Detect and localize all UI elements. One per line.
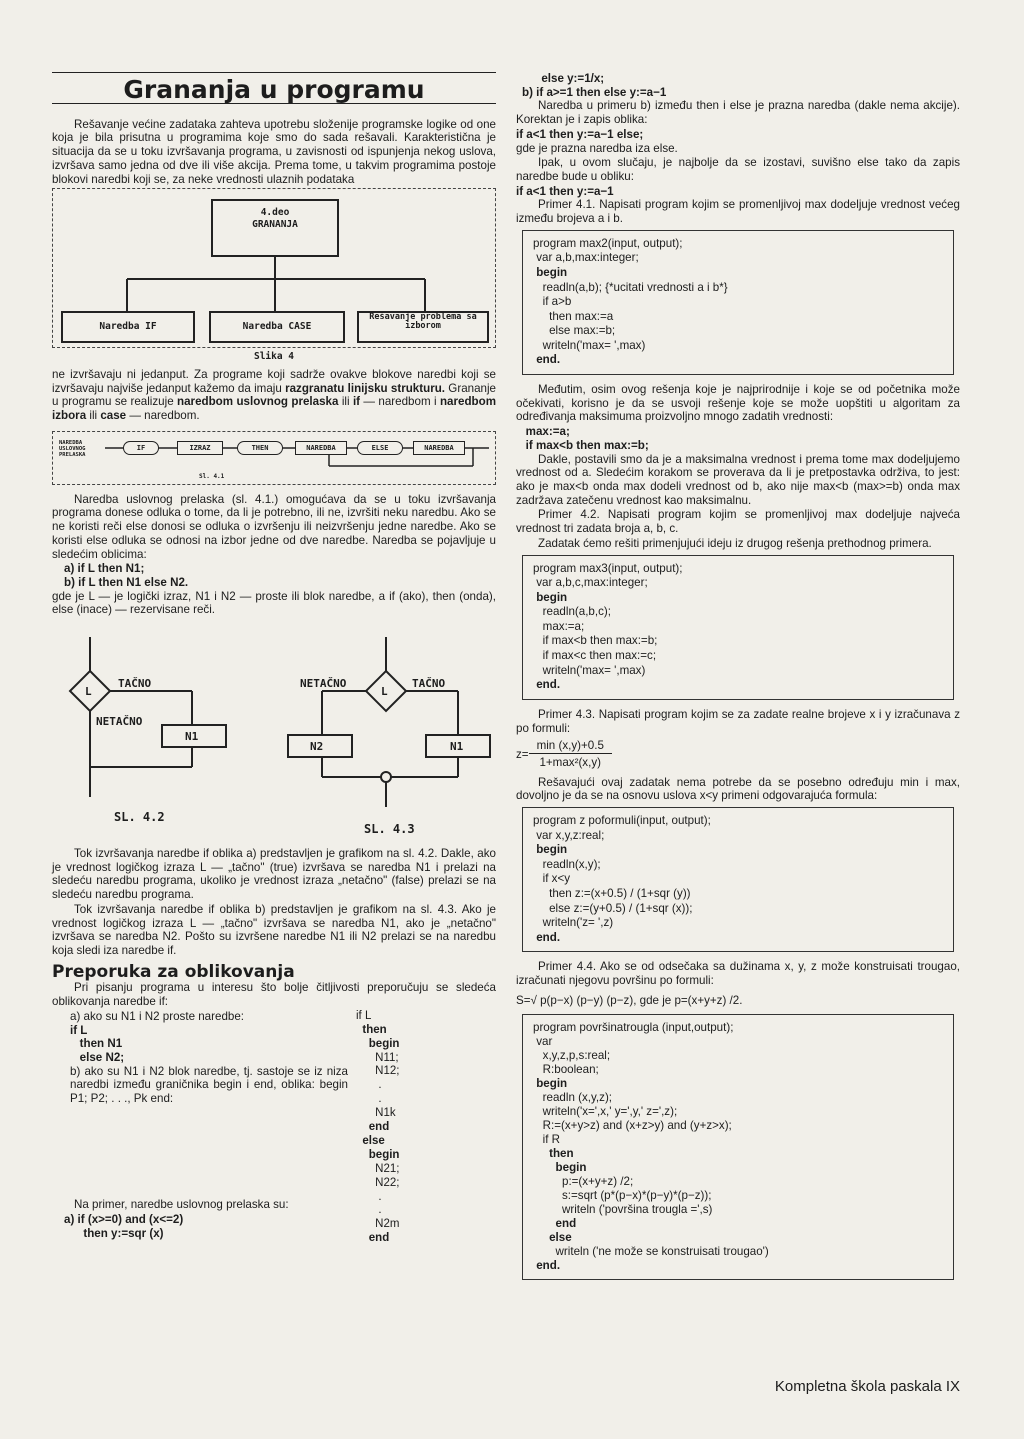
code-line: program max2(input, output);	[533, 236, 683, 250]
paragraph-6: Pri pisanju programa u interesu što bolje čitljivosti preporučuju se sledeća oblikovanja naredbe if:	[52, 981, 496, 1009]
code-line: R:boolean;	[533, 1062, 599, 1076]
p1-j: case	[100, 409, 127, 423]
p1-k: — naredbom.	[126, 409, 200, 423]
fc42-n1: N1	[185, 730, 199, 744]
fc42-tacno: TAČNO	[118, 677, 152, 691]
fig41-label: NAREDBA USLOVNOG PRELASKA	[59, 439, 86, 458]
fig41-izraz: IZRAZ	[177, 441, 223, 455]
code-line: readln(a,b); {*ucitati vrednosti a i b*}	[533, 280, 728, 294]
fig4-box-if	[61, 311, 195, 343]
code-box-zpoformuli	[522, 807, 954, 952]
primer-4-2: Primer 4.2. Napisati program kojim se promenljivoj max dodeljuje najveća vrednost tri zadata broja a, b, c.	[516, 508, 960, 536]
r1-1: b) if a>=1 then else y:=a−1	[522, 85, 667, 99]
pref-code-line: N22;	[356, 1176, 400, 1189]
code-line: var a,b,c,max:integer;	[533, 576, 648, 590]
code-line: readln(a,b,c);	[533, 605, 611, 619]
p1-a: ne izvršavaju ni jedanput. Za programe koji sadrže ovakve blokove naredbi koji se izvršavaju najviše jedanput kažemo da imaju	[52, 367, 496, 395]
r3-0: if a<1 then y:=a−1 else;	[516, 127, 644, 141]
paragraph-5: Tok izvršavanja naredbe if oblika b) predstavljen je grafikom na sl. 4.3. Ako je vrednost logičkog izraza L — „tačno" izvršava se naredba N1, ako je „netačno" izvršava se naredba N2. Pošto su izvršene naredbe N1 ili N2 prelazi se na naredbu koja sledi iza naredbe if.	[52, 902, 496, 957]
fc43-n2: N2	[310, 740, 324, 754]
figure-4-1	[52, 431, 496, 485]
pref-code-line: else	[356, 1134, 385, 1147]
fig4-box-izbor-label: Rešavanje problema sa izborom	[369, 312, 477, 332]
code-line: then max:=a	[533, 309, 614, 323]
p1-h: naredbom izbora	[52, 395, 496, 423]
code-line: writeln('z= ',z)	[533, 916, 614, 930]
fc43-netacno: NETAČNO	[300, 677, 347, 691]
code-line: writeln('max= ',max)	[533, 663, 646, 677]
fig41-if: IF	[123, 441, 159, 455]
fig4-top-label: 4.deo	[260, 207, 290, 219]
paragraph-2: Naredba uslovnog prelaska (sl. 4.1.) omogućava da se u toku izvršavanja programa donese odluka o tome, da li je potrebno, ili ne, izvršiti neku naredbu. Ako se ne koristi reči else donosi se odluka o izvršenju ili neizvršenju jedne naredbe. Ako se koristi else odluka se odnosi na izbor jedne od dve naredbe. Naredba se pojavljuje u sledećim oblicima:	[52, 492, 496, 561]
pref-a-2: then N1	[70, 1037, 123, 1051]
code-line: if max<b then max:=b;	[533, 634, 658, 648]
p1-c: Grananje u programu se realizuje	[52, 381, 497, 409]
code-line: writeln ('površina trougla =',s)	[533, 1202, 713, 1216]
fig41-caption: Sl. 4.1	[199, 472, 225, 480]
pref-a-1: if L	[70, 1023, 88, 1037]
formula-num: min (x,y)+0.5	[529, 739, 612, 754]
code-line: begin	[533, 843, 568, 857]
pref-code-line: N1k	[356, 1107, 396, 1120]
fig4-box-case	[209, 311, 345, 343]
code-line: writeln('max= ',max)	[533, 338, 646, 352]
primer-4-4: Primer 4.4. Ako se od odsečaka sa dužinama x, y, z može konstruisati trougao, izračunati njegovu površinu po formuli:	[516, 960, 960, 988]
figure-4	[52, 188, 496, 348]
code-line: readln(x,y);	[533, 857, 601, 871]
fc42-l: L	[85, 685, 92, 699]
section-heading: Preporuka za oblikovanja	[52, 961, 295, 982]
fc43-caption: SL. 4.3	[364, 822, 415, 837]
r1-0: else y:=1/x;	[522, 72, 605, 85]
primer-4-1: Primer 4.1. Napisati program kojim se promenljivoj max dodeljuje vrednost većeg između brojeva a i b.	[516, 198, 960, 226]
code-line: begin	[533, 1076, 568, 1090]
r8-1: if max<b then max:=b;	[516, 438, 649, 452]
code-line: begin	[533, 265, 568, 279]
page-footer: Kompletna škola paskala IX	[774, 1378, 960, 1395]
code-line: if R	[533, 1132, 561, 1146]
p1-e: ili	[338, 395, 353, 409]
left-column	[52, 72, 497, 1245]
paragraph-3: gde je L — je logički izraz, N1 i N2 — proste ili blok naredbe, a if (ako), then (onda), else (inace) — rezervisane reči.	[52, 589, 496, 617]
code-line: writeln ('ne može se konstruisati trougao')	[533, 1244, 769, 1258]
primer-4-3: Primer 4.3. Napisati program kojim se za zadate realne brojeve x i y izračunava z po formuli:	[516, 707, 960, 735]
r8-0: max:=a;	[516, 425, 570, 439]
paragraph-4: Tok izvršavanja naredbe if oblika a) predstavljen je grafikom na sl. 4.2. Dakle, ako je vrednost logičkog izraza L — „tačno" (true) izvršava se naredba N1 i prelazi na sledeću naredbu programa, ukoliko je vrednost izraza „netačno" (false) prelazi se na sledeću naredbu programa.	[52, 847, 496, 902]
fig4-box-izbor	[357, 311, 489, 343]
code-box-max2	[522, 230, 954, 375]
r-paragraph-11: Rešavajući ovaj zadatak nema potrebe da se posebno određuju min i max, dovoljno je da se na osnovu uslova x<y primeni odgovarajuća formula:	[516, 775, 960, 803]
pref-code-line: begin	[356, 1148, 400, 1161]
code-line: end	[533, 1216, 577, 1230]
code-box-max3	[522, 555, 954, 700]
code-line: program površinatrougla (input,output);	[533, 1020, 734, 1034]
fig41-naredba1: NAREDBA	[295, 441, 347, 455]
code-line: end.	[533, 1258, 561, 1272]
code-line: end.	[533, 353, 561, 367]
fig41-naredba2: NAREDBA	[413, 441, 465, 455]
pref-code-line: .	[356, 1204, 382, 1217]
fc43-l: L	[381, 685, 388, 699]
fc43-tacno: TAČNO	[412, 677, 446, 691]
p1-g: — naredbom i	[360, 395, 440, 409]
intro-paragraph: Rešavanje većine zadataka zahteva upotrebu složenije programske logike od one koja je bila prisutna u programima koje smo do sada rešavali. Karakteristična je situacija da se u toku izvršavanja programa, u zavisnosti od ispunjenja nekog uslova, izvršava samo jedna od dve ili više akcija. Prema tome, u takvim programima postoje blokovi naredbi koji se, za neke vrednosti ulaznih podataka	[52, 117, 496, 186]
pref-code-line: N21;	[356, 1162, 400, 1175]
code-line: s:=sqrt (p*(p−x)*(p−y)*(p−z));	[533, 1188, 712, 1202]
fig4-box-case-label: Naredba CASE	[242, 321, 312, 333]
form-a: a) if L then N1;	[64, 562, 145, 576]
example-a-0: a) if (x>=0) and (x<=2)	[64, 1212, 184, 1226]
p1-b: razgranatu linijsku strukturu.	[285, 381, 446, 395]
code-line: var x,y,z:real;	[533, 828, 605, 842]
code-line: begin	[533, 1160, 587, 1174]
fig41-syntax-line	[53, 432, 497, 484]
formula-s: S=√ p(p−x) (p−y) (p−z), gde je p=(x+y+z) /2.	[516, 993, 743, 1007]
pref-code-line: end	[356, 1121, 390, 1134]
fig41-else: ELSE	[357, 441, 403, 455]
example-a-1: then y:=sqr (x)	[64, 1226, 164, 1240]
fig41-then: THEN	[237, 441, 283, 455]
pref-code-line: begin	[356, 1037, 400, 1050]
article-title: Grananja u programu	[52, 72, 496, 104]
code-line: then z:=(x+0.5) / (1+sqr (y))	[533, 887, 691, 901]
r-paragraph-5: Ipak, u ovom slučaju, je najbolje da se izostavi, suvišno else tako da zapis naredbe bude u obliku:	[516, 156, 960, 183]
paragraph-1	[52, 368, 496, 423]
fc42-netacno: NETAČNO	[96, 715, 143, 729]
form-b: b) if L then N1 else N2.	[64, 575, 189, 589]
pref-b: b) ako su N1 i N2 blok naredbe, tj. sastoje se iz niza naredbi između graničnika begin i end, oblika: begin P1; P2; . . ., Pk end:	[70, 1064, 348, 1106]
r6-0: if a<1 then y:=a−1	[516, 184, 614, 198]
r-paragraph-9: Dakle, postavili smo da je a maksimalna vrednost i prema tome max dodeljujemo vrednost od a. Sledećim korakom se proverava da li je pretpostavka održiva, to jest: ako je max<b onda max dodeli vrednost od b, ako nije max<b (max>=b) onda max zadržava zatečenu vrednost kao maksimalnu.	[516, 452, 960, 507]
r-paragraph-7: Međutim, osim ovog rešenja koje je najprirodnije i koje se od početnika može očekivati, korisno je da se usvoji rešenje koje se može uopštiti u algoritam za određivanja maksimuma proizvoljno mnogo zadatih vrednosti:	[516, 383, 960, 424]
code-line: R:=(x+y>z) and (x+z>y) and (y+z>x);	[533, 1118, 732, 1132]
code-line: program z poformuli(input, output);	[533, 814, 711, 828]
code-line: var a,b,max:integer;	[533, 251, 639, 265]
formula-fraction	[529, 739, 612, 769]
pref-code-line: then	[356, 1023, 387, 1036]
code-line: var	[533, 1034, 553, 1048]
formula-den: 1+max²(x,y)	[539, 755, 601, 769]
fc43-n1: N1	[450, 740, 464, 754]
code-line: end.	[533, 930, 561, 944]
pref-code-line: .	[356, 1190, 382, 1203]
pref-code-line: N2m	[356, 1218, 400, 1231]
pref-code-line: .	[356, 1093, 382, 1106]
code-line: program max3(input, output);	[533, 561, 683, 575]
pref-code-line: end	[356, 1232, 390, 1245]
p1-f: if	[352, 395, 361, 409]
pref-code	[356, 1010, 399, 1246]
fc42-caption: SL. 4.2	[114, 810, 165, 825]
r-paragraph-2: Naredba u primeru b) između then i else je prazna naredba (dakle nema akcije). Korektan je i zapis oblika:	[516, 99, 960, 127]
pref-code-line: N12;	[356, 1065, 400, 1078]
code-line: end.	[533, 678, 561, 692]
code-line: readln (x,y,z);	[533, 1090, 613, 1104]
flowcharts	[52, 637, 496, 841]
code-line: if x<y	[533, 872, 571, 886]
code-line: max:=a;	[533, 619, 585, 633]
fig4-box-if-label: Naredba IF	[99, 321, 157, 333]
fig4-caption: Slika 4	[253, 351, 295, 363]
pref-code-line: N11;	[356, 1051, 399, 1064]
pref-a-3: else N2;	[70, 1050, 125, 1064]
code-line: writeln('x=',x,' y=',y,' z=',z);	[533, 1104, 678, 1118]
code-line: else	[533, 1230, 572, 1244]
code-box-povrsina	[522, 1014, 954, 1280]
code-line: if max<c then max:=c;	[533, 649, 657, 663]
code-line: else max:=b;	[533, 324, 616, 338]
code-line: begin	[533, 590, 568, 604]
code-line: else z:=(y+0.5) / (1+sqr (x));	[533, 901, 693, 915]
formula-z	[516, 739, 960, 769]
code-line: p:=(x+y+z) /2;	[533, 1174, 634, 1188]
pref-code-line: .	[356, 1079, 382, 1092]
fig4-top-label2: GRANANJA	[252, 219, 298, 231]
r-paragraph-10: Zadatak ćemo rešiti primenjujući ideju iz drugog rešenja prethodnog primera.	[538, 536, 932, 550]
pref-a-0: a) ako su N1 i N2 proste naredbe:	[70, 1009, 245, 1023]
code-line: x,y,z,p,s:real;	[533, 1048, 611, 1062]
right-column	[516, 72, 960, 1288]
paragraph-7: Na primer, naredbe uslovnog prelaska su:	[74, 1198, 289, 1212]
pref-code-line: if L	[356, 1009, 372, 1022]
p1-i: ili	[86, 409, 101, 423]
formula-lhs: z=	[516, 747, 529, 761]
code-line: if a>b	[533, 295, 572, 309]
r-paragraph-4: gde je prazna naredba iza else.	[516, 141, 678, 155]
code-line: then	[533, 1146, 574, 1160]
p1-d: naredbom uslovnog prelaska	[177, 395, 339, 409]
